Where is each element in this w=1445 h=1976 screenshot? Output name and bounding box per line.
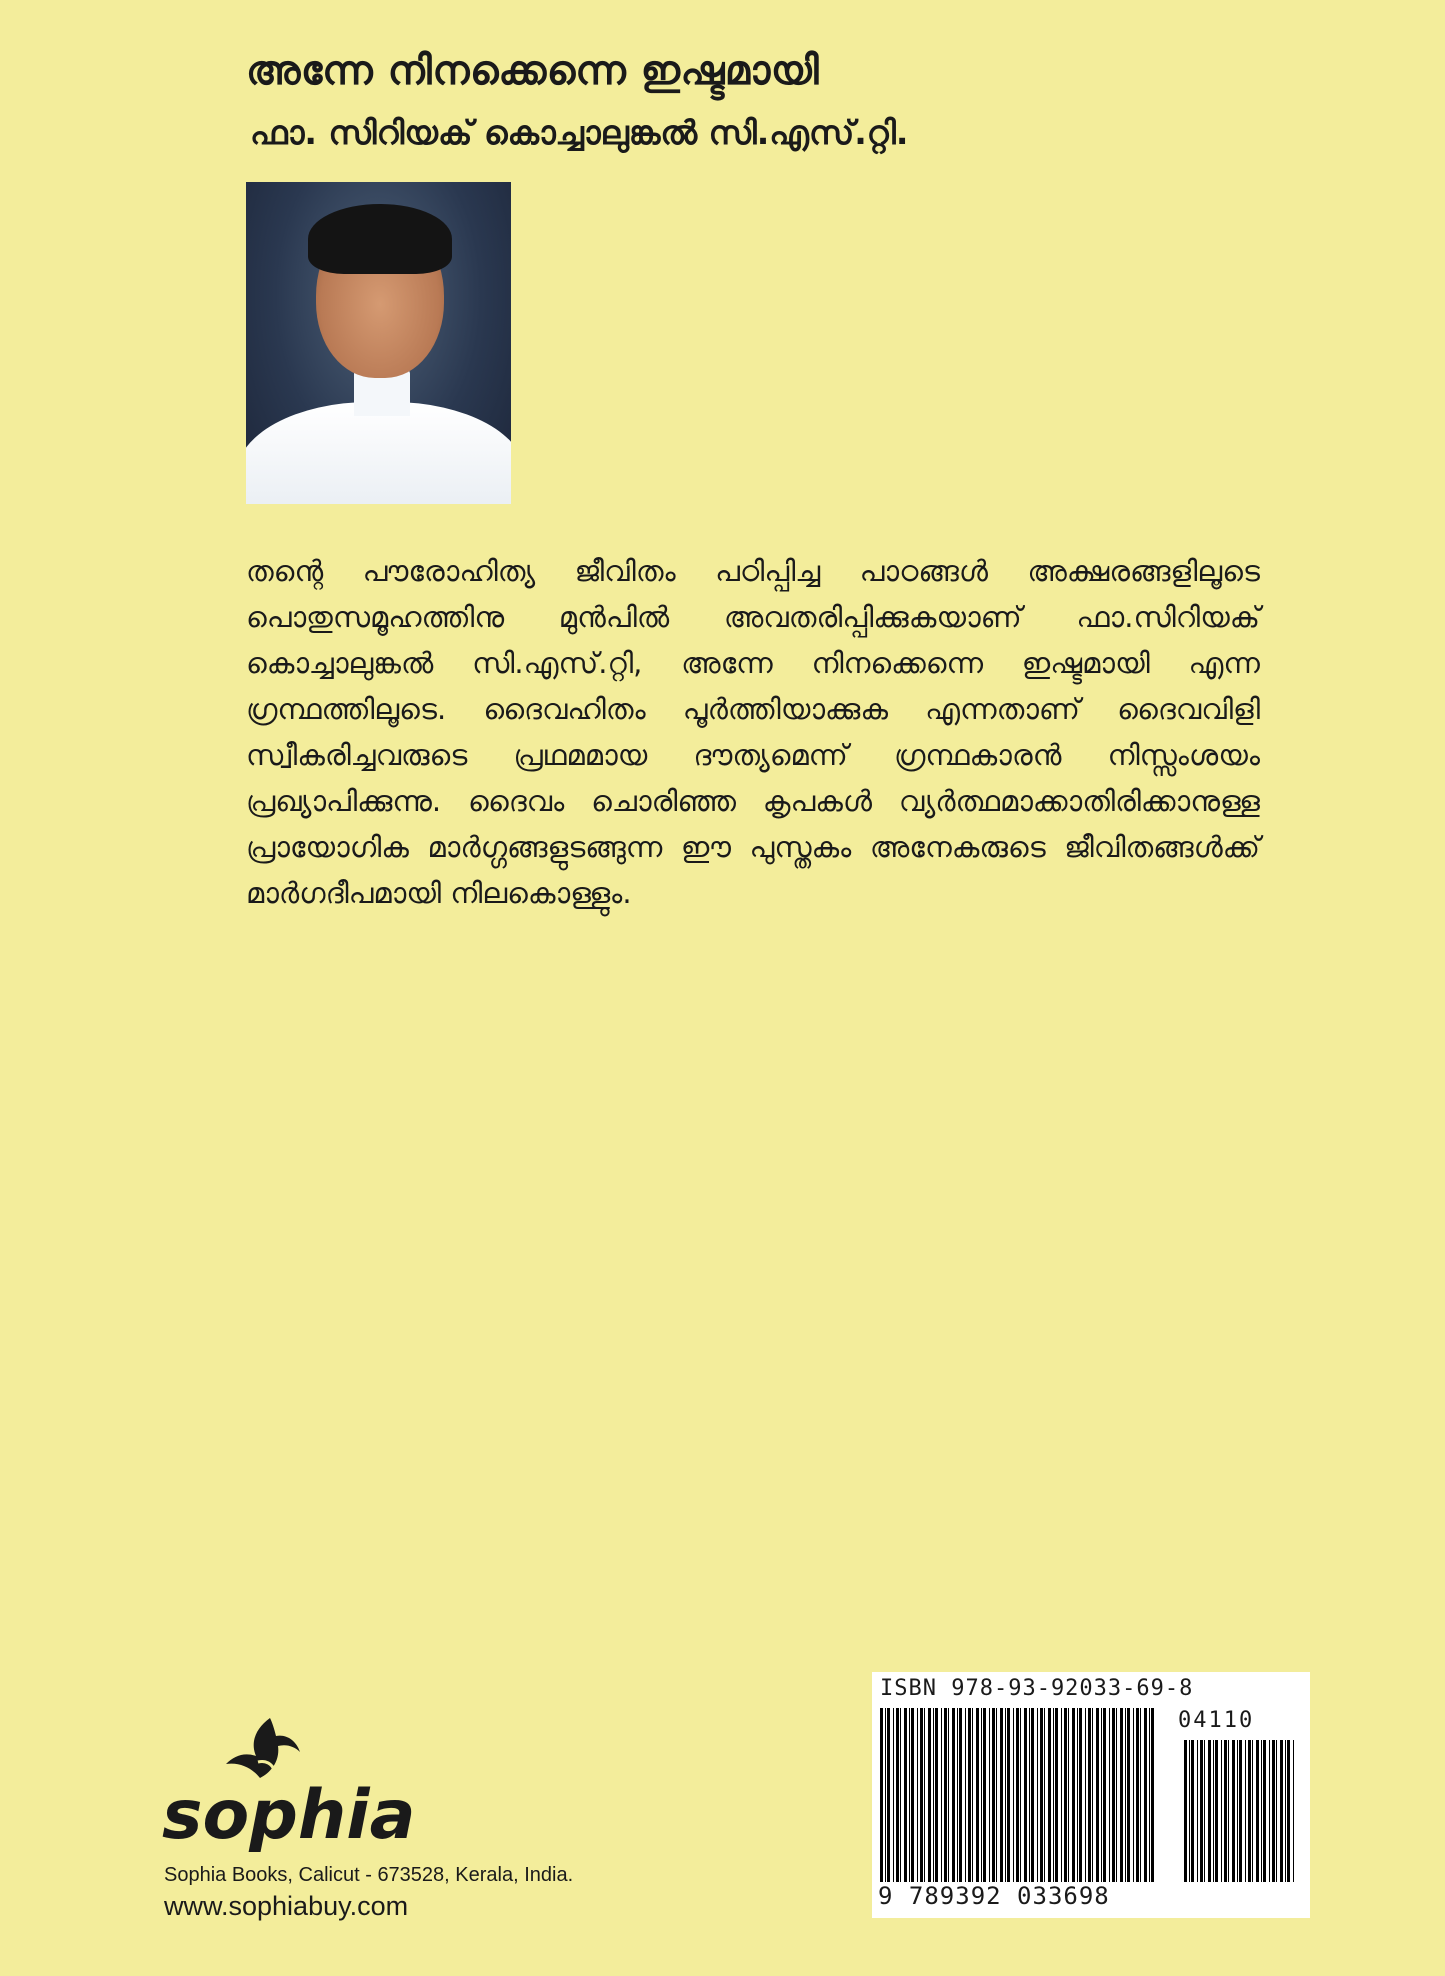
barcode-bar: [917, 1708, 918, 1882]
barcode-bar: [1112, 1708, 1115, 1882]
barcode-bar: [893, 1708, 894, 1882]
barcode-bar: [983, 1708, 986, 1882]
barcode-bar: [1029, 1708, 1030, 1882]
barcode-bar: [1116, 1708, 1117, 1882]
barcode-bar: [1125, 1708, 1126, 1882]
barcode-bar: [1064, 1708, 1067, 1882]
blurb-text: തന്റെ പൗരോഹിത്യ ജീവിതം പഠിപ്പിച്ച പാഠങ്ങൾ അക്ഷരങ്ങളിലൂടെ പൊതുസമൂഹത്തിനു മുൻപിൽ അവതരിപ്പിക്കുകയാണ് ഫാ.സിറിയക് കൊച്ചാലുങ്കൽ സി.എസ്.റ്റി, അന്നേ നിനക്കെന്നെ ഇഷ്ടമായി എന്ന ഗ്രന്ഥത്തിലൂടെ. ദൈവഹിതം പൂർത്തിയാക്കുക എന്നതാണ് ദൈവവിളി സ്വീകരിച്ചവരുടെ പ്രഥമമായ ദൗത്യമെന്ന് ഗ്രന്ഥകാരൻ നിസ്സംശയം പ്രഖ്യാപിക്കുന്നു. ദൈവം ചൊരിഞ്ഞ കൃപകൾ വ്യർത്ഥമാക്കാതിരിക്കാനുള്ള പ്രായോഗിക മാർഗ്ഗങ്ങളുടങ്ങുന്ന ഈ പുസ്തകം അനേകരുടെ ജീവിതങ്ങൾക്ക് മാർഗദീപമായി നിലകൊള്ളും.: [246, 554, 1260, 910]
publisher-website[interactable]: www.sophiabuy.com: [164, 1891, 409, 1921]
barcode-bar: [1149, 1708, 1150, 1882]
barcode-bar: [1287, 1740, 1290, 1882]
barcode-bar: [992, 1708, 995, 1882]
barcode-bar: [909, 1708, 910, 1882]
barcode-bar: [952, 1708, 955, 1882]
barcode-bar: [965, 1708, 966, 1882]
barcode-bar: [887, 1708, 890, 1882]
photo-hair: [308, 204, 452, 274]
barcode-bar: [1055, 1708, 1058, 1882]
barcode-bar: [1040, 1708, 1043, 1882]
barcode-bar: [959, 1708, 962, 1882]
barcode-bar: [1037, 1708, 1038, 1882]
barcode-bar: [1215, 1740, 1218, 1882]
barcode-bar: [1191, 1740, 1194, 1882]
barcode-bar: [1140, 1708, 1141, 1882]
author-name: ഫാ. സിറിയക് കൊച്ചാലുങ്കൽ സി.എസ്.റ്റി.: [250, 113, 909, 152]
barcode-bar: [1013, 1708, 1014, 1882]
ean-number: 9 789392 033698: [878, 1882, 1110, 1910]
author-photo: [246, 182, 511, 504]
book-title: അന്നേ നിനക്കെന്നെ ഇഷ്ടമായി: [246, 48, 820, 94]
barcode-bar: [1120, 1708, 1123, 1882]
barcode-bar: [1269, 1740, 1270, 1882]
barcode-bar: [1200, 1740, 1203, 1882]
barcode-bar: [1101, 1708, 1102, 1882]
barcode-bar: [935, 1708, 938, 1882]
barcode-bar: [1005, 1708, 1006, 1882]
barcode-bar: [1072, 1708, 1075, 1882]
price-code: 04110: [1178, 1708, 1255, 1733]
barcode-bar: [1000, 1708, 1003, 1882]
barcode-bar: [1208, 1740, 1211, 1882]
barcode-bar: [1189, 1740, 1190, 1882]
barcode-bar: [1053, 1708, 1054, 1882]
barcode-bar: [1103, 1708, 1106, 1882]
barcode-bar: [904, 1708, 907, 1882]
barcode-bar: [1221, 1740, 1222, 1882]
barcode-bar: [1213, 1740, 1214, 1882]
barcode-bar: [1144, 1708, 1147, 1882]
barcode-bar: [1061, 1708, 1062, 1882]
barcode-bar: [1136, 1708, 1139, 1882]
barcode-bar: [1263, 1740, 1266, 1882]
barcode-bar: [1261, 1740, 1262, 1882]
barcode-bar: [1293, 1740, 1294, 1882]
barcode-bar: [1048, 1708, 1051, 1882]
barcode-bar: [1085, 1708, 1086, 1882]
dove-icon: [160, 1712, 420, 1852]
barcode-bar: [911, 1708, 914, 1882]
publisher-address: Sophia Books, Calicut - 673528, Kerala, India.: [164, 1864, 574, 1886]
publisher-logo: [160, 1712, 420, 1852]
barcode-bar: [1237, 1740, 1238, 1882]
price-addon-barcode: [1184, 1740, 1296, 1882]
barcode-bar: [900, 1708, 901, 1882]
barcode-bar: [941, 1708, 942, 1882]
logo-wordmark: sophia: [162, 1776, 416, 1852]
barcode-bar: [1228, 1740, 1229, 1882]
barcode-bar: [1068, 1708, 1069, 1882]
barcode-bar: [981, 1708, 982, 1882]
barcode-bar: [1024, 1708, 1027, 1882]
barcode-bar: [948, 1708, 949, 1882]
barcode-bar: [1096, 1708, 1099, 1882]
barcode-bar: [957, 1708, 958, 1882]
barcode-bar: [1020, 1708, 1021, 1882]
barcode-bar: [880, 1708, 883, 1882]
barcode-bar: [924, 1708, 925, 1882]
barcode-bar: [1248, 1740, 1251, 1882]
photo-shoulders: [246, 402, 511, 504]
barcode-bar: [1092, 1708, 1093, 1882]
barcode-bar: [1285, 1740, 1286, 1882]
barcode-bar: [1079, 1708, 1082, 1882]
barcode-bar: [972, 1708, 973, 1882]
barcode-bar: [920, 1708, 923, 1882]
barcode-bar: [996, 1708, 997, 1882]
barcode-bar: [976, 1708, 979, 1882]
barcode-bar: [896, 1708, 899, 1882]
ean-barcode: [880, 1708, 1156, 1882]
barcode-bar: [1031, 1708, 1034, 1882]
barcode-bar: [1077, 1708, 1078, 1882]
barcode-bar: [1184, 1740, 1187, 1882]
barcode-bar: [1245, 1740, 1246, 1882]
barcode-bar: [1044, 1708, 1045, 1882]
barcode-bar: [1252, 1740, 1253, 1882]
barcode-bar: [1133, 1708, 1134, 1882]
barcode-panel: [872, 1672, 1310, 1918]
barcode-bar: [1256, 1740, 1259, 1882]
barcode-bar: [1197, 1740, 1198, 1882]
barcode-bar: [1109, 1708, 1110, 1882]
barcode-bar: [968, 1708, 971, 1882]
barcode-bar: [1151, 1708, 1154, 1882]
barcode-bar: [1016, 1708, 1019, 1882]
barcode-bar: [1232, 1740, 1235, 1882]
barcode-bar: [1204, 1740, 1205, 1882]
barcode-bar: [989, 1708, 990, 1882]
barcode-bar: [1276, 1740, 1277, 1882]
barcode-bar: [928, 1708, 931, 1882]
barcode-bar: [1127, 1708, 1130, 1882]
barcode-bar: [1280, 1740, 1283, 1882]
barcode-bar: [1007, 1708, 1010, 1882]
barcode-bar: [933, 1708, 934, 1882]
barcode-bar: [1224, 1740, 1227, 1882]
barcode-bar: [1088, 1708, 1091, 1882]
isbn-label: ISBN 978-93-92033-69-8: [880, 1676, 1194, 1701]
barcode-bar: [1272, 1740, 1275, 1882]
barcode-bar: [885, 1708, 886, 1882]
barcode-bar: [1239, 1740, 1242, 1882]
barcode-bar: [944, 1708, 947, 1882]
